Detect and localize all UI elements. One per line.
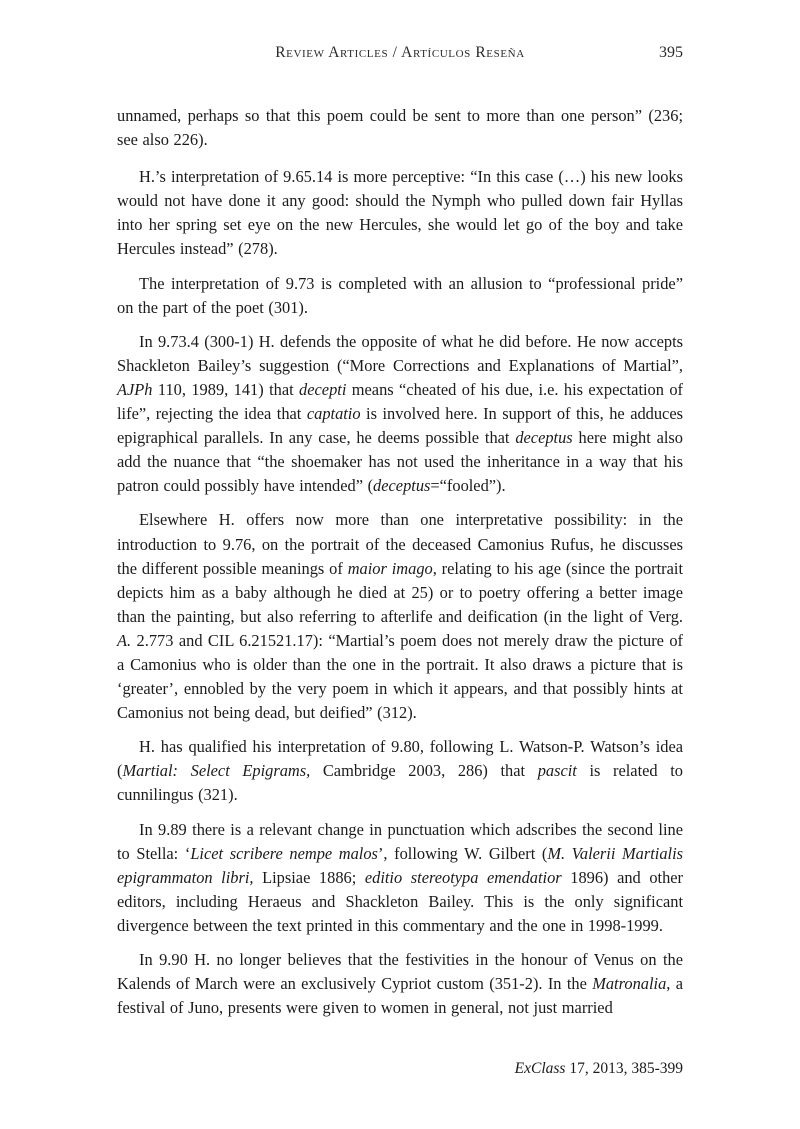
journal-footer-citation: ExClass 17, 2013, 385-399 bbox=[514, 1060, 683, 1077]
paragraph: In 9.89 there is a relevant change in punctuation which adscribes the second line to Stella: ‘Licet scribere nempe malos’, following W. Gilbert (M. Valerii Martialis epigrammaton libri, Lipsiae 1886; editio stereotypa emendatior 1896) and other editors, including Heraeus and Shackleton Bailey. This is the only significant divergence between the text printed in this commentary and the one in 1998-1999. bbox=[117, 819, 684, 935]
article-body bbox=[117, 104, 683, 1020]
paragraph: Elsewhere H. offers now more than one interpretative possibility: in the introduction to 9.76, on the portrait of the deceased Camonius Rufus, he discusses the different possible meanings of maior imago, relating to his age (since the portrait depicts him as a baby although he died at 25) or to poetry offering a better image than the painting, but also referring to afterlife and deification (in the light of Verg. A. 2.773 and CIL 6.21521.17): “Martial’s poem does not merely draw the picture of a Camonius who is older than the one in the portrait. It also draws a picture that is ‘greater’, ennobled by the very poem in which it appears, and that possibly hints at Camonius not being dead, but deified” (312). bbox=[117, 510, 683, 723]
paragraph: In 9.73.4 (300-1) H. defends the opposite of what he did before. He now accepts Shackleton Bailey’s suggestion (“More Corrections and Explanations of Martial”, AJPh 110, 1989, 141) that decepti means “cheated of his due, i.e. his expectation of life”, rejecting the idea that captatio is involved here. In support of this, he adduces epigraphical parallels. In any case, he deems possible that deceptus here might also add the nuance that “the shoemaker has not used the inheritance in a way that his patron could possibly have intended” (deceptus=“fooled”). bbox=[117, 331, 684, 496]
paragraph: unnamed, perhaps so that this poem could be sent to more than one person” (236; see also 226). bbox=[117, 106, 683, 150]
running-head bbox=[117, 44, 683, 66]
page-number: 395 bbox=[659, 44, 683, 61]
paragraph: H.’s interpretation of 9.65.14 is more perceptive: “In this case (…) his new looks would not have done it any good: should the Nymph who pulled down fair Hyllas into her spring set eye on the new Hercules, she would let go of the boy and take Hercules instead” (278). bbox=[117, 167, 683, 259]
paragraph: H. has qualified his interpretation of 9.80, following L. Watson-P. Watson’s idea (Martial: Select Epigrams, Cambridge 2003, 286) that pascit is related to cunnilingus (321). bbox=[117, 737, 683, 805]
paragraph: In 9.90 H. no longer believes that the festivities in the honour of Venus on the Kalends of March were an exclusively Cypriot custom (351-2). In the Matronalia, a festival of Juno, presents were given to women in general, not just married bbox=[117, 950, 683, 1018]
paragraph: The interpretation of 9.73 is completed with an allusion to “professional pride” on the part of the poet (301). bbox=[117, 273, 683, 317]
running-head-title: Review Articles / Artículos Reseña bbox=[275, 44, 525, 61]
